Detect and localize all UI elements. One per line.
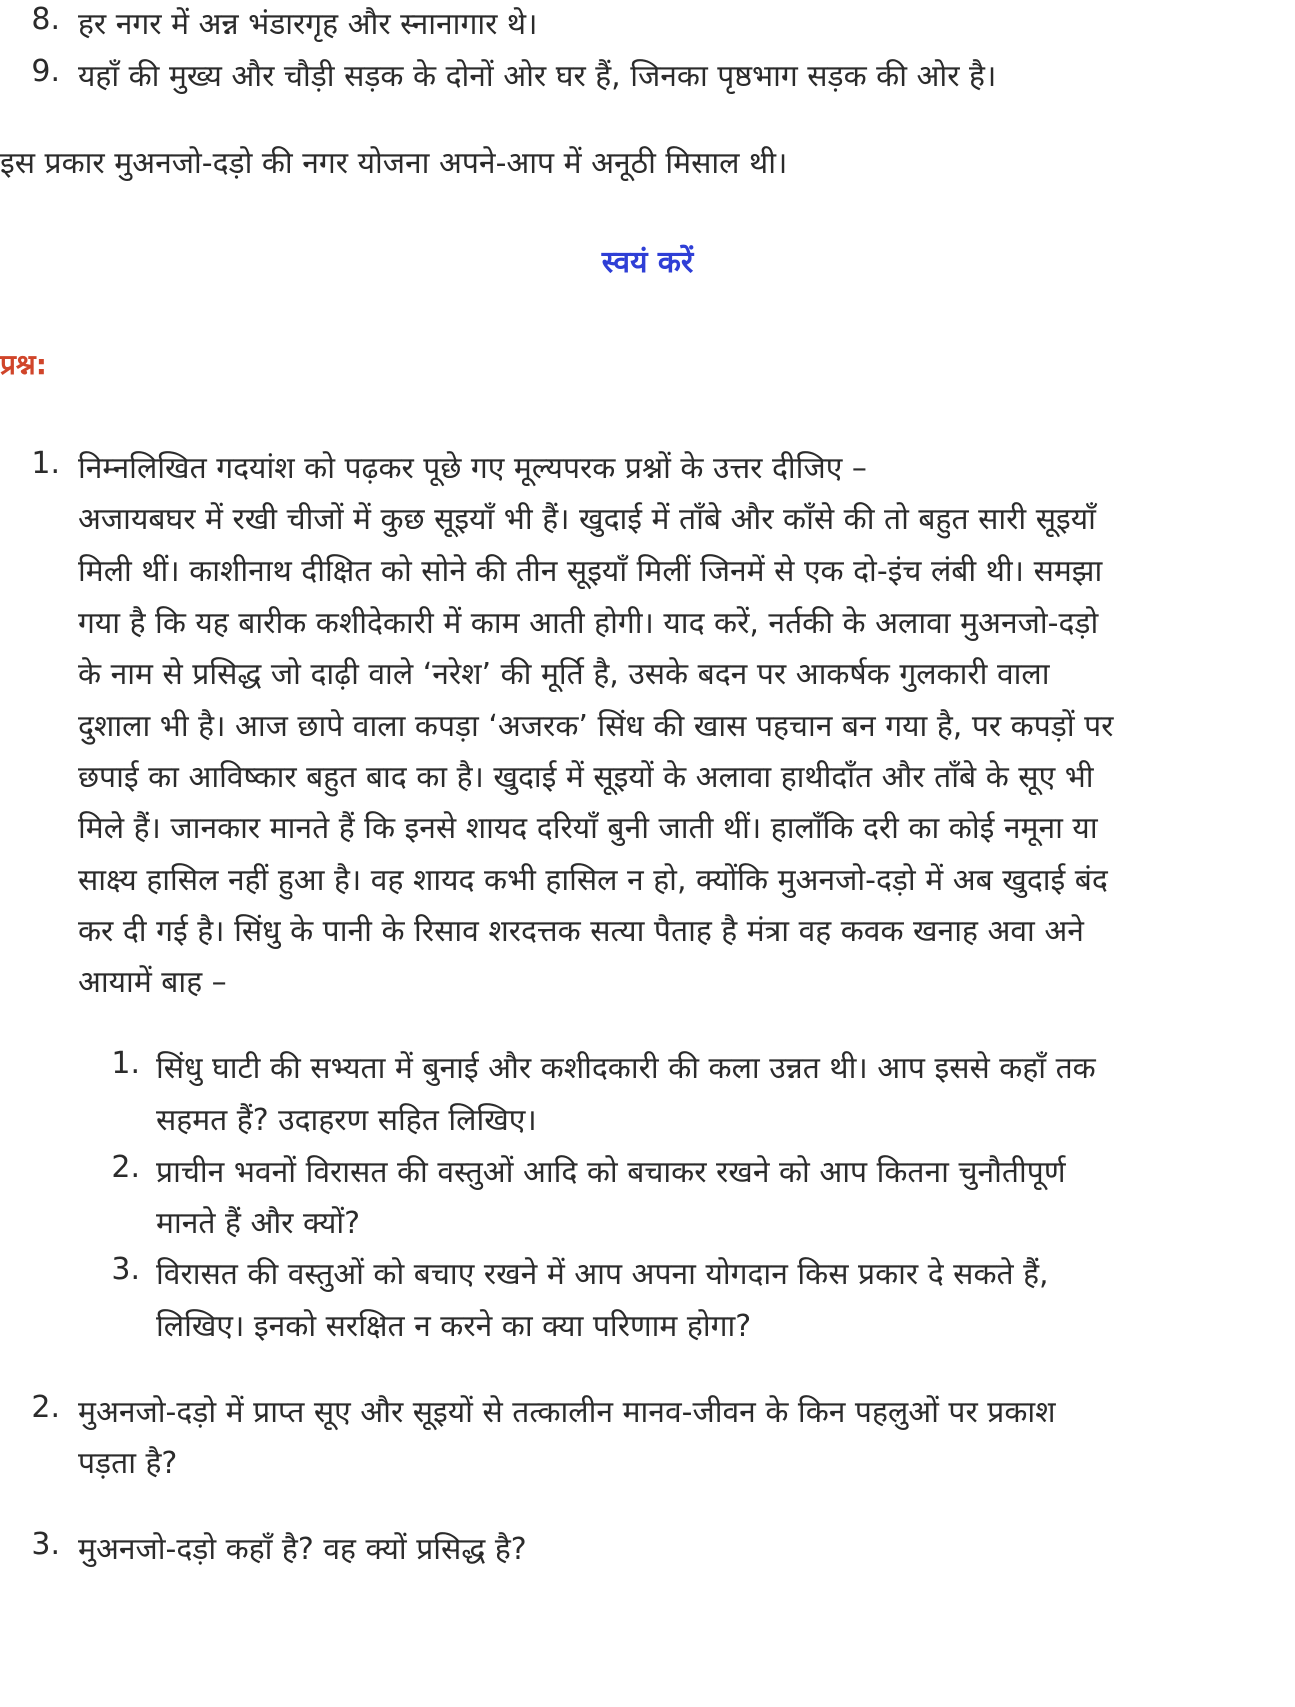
questions-heading: प्रश्न: [0,348,47,381]
question-3-number: 3. [31,1527,60,1562]
sub-question-3-line: विरासत की वस्तुओं को बचाए रखने में आप अपना योगदान किस प्रकार दे सकते हैं, [156,1257,1049,1292]
passage-line: दुशाला भी है। आज छापे वाला कपड़ा ‘अजरक’ सिंध की खास पहचान बन गया है, पर कपड़ों पर [78,709,1114,744]
question-1-number: 1. [31,446,60,481]
list-number-9: 9. [31,54,60,89]
list-number-8: 8. [31,2,60,37]
question-2-number: 2. [31,1390,60,1425]
sub-question-1-line: सहमत हैं? उदाहरण सहित लिखिए। [156,1103,537,1138]
sub-question-2-number: 2. [111,1150,140,1185]
section-title: स्वयं करें [601,245,694,280]
question-1-intro: निम्नलिखित गदयांश को पढ़कर पूछे गए मूल्यपरक प्रश्नों के उत्तर दीजिए – [78,451,867,486]
sub-question-3-line: लिखिए। इनको सरक्षित न करने का क्या परिणाम होगा? [156,1309,752,1344]
question-2-line: मुअनजो-दड़ो में प्राप्त सूए और सूइयों से तत्कालीन मानव-जीवन के किन पहलुओं पर प्रकाश [78,1395,1056,1430]
sub-question-2-line: प्राचीन भवनों विरासत की वस्तुओं आदि को बचाकर रखने को आप कितना चुनौतीपूर्ण [156,1155,1066,1190]
passage-line: मिले हैं। जानकार मानते हैं कि इनसे शायद दरियाँ बुनी जाती थीं। हालाँकि दरी का कोई नमूना या [78,811,1098,846]
passage-line: के नाम से प्रसिद्ध जो दाढ़ी वाले ‘नरेश’ की मूर्ति है, उसके बदन पर आकर्षक गुलकारी वाला [78,657,1050,692]
sub-question-1-number: 1. [111,1046,140,1081]
passage-line: छपाई का आविष्कार बहुत बाद का है। खुदाई में सूइयों के अलावा हाथीदाँत और ताँबे के सूए भी [78,760,1094,795]
passage-line: गया है कि यह बारीक कशीदेकारी में काम आती होगी। याद करें, नर्तकी के अलावा मुअनजो-दड़ो [78,606,1099,641]
list-item-9: यहाँ की मुख्य और चौड़ी सड़क के दोनों ओर घर हैं, जिनका पृष्ठभाग सड़क की ओर है। [78,59,997,94]
sub-question-1-line: सिंधु घाटी की सभ्यता में बुनाई और कशीदकारी की कला उन्नत थी। आप इससे कहाँ तक [156,1051,1096,1086]
question-3-line: मुअनजो-दड़ो कहाँ है? वह क्यों प्रसिद्ध है? [78,1532,527,1567]
conclusion-paragraph: इस प्रकार मुअनजो-दड़ो की नगर योजना अपने-आप में अनूठी मिसाल थी। [0,146,788,181]
passage-line: अजायबघर में रखी चीजों में कुछ सूइयाँ भी हैं। खुदाई में ताँबे और काँसे की तो बहुत सारी सूइयाँ [78,502,1096,537]
passage-line: आयामें बाह – [78,965,227,1000]
question-2-line: पड़ता है? [78,1446,178,1481]
sub-question-3-number: 3. [111,1252,140,1287]
passage-line: मिली थीं। काशीनाथ दीक्षित को सोने की तीन सूइयाँ मिलीं जिनमें से एक दो-इंच लंबी थी। समझा [78,554,1103,589]
passage-line: कर दी गई है। सिंधु के पानी के रिसाव शरदत्तक सत्या पैताह है मंत्रा वह कवक खनाह अवा अने [78,914,1084,949]
passage-line: साक्ष्य हासिल नहीं हुआ है। वह शायद कभी हासिल न हो, क्योंकि मुअनजो-दड़ो में अब खुदाई बंद [78,863,1108,898]
list-item-8: हर नगर में अन्न भंडारगृह और स्नानागार थे। [78,7,538,42]
sub-question-2-line: मानते हैं और क्यों? [156,1206,361,1241]
